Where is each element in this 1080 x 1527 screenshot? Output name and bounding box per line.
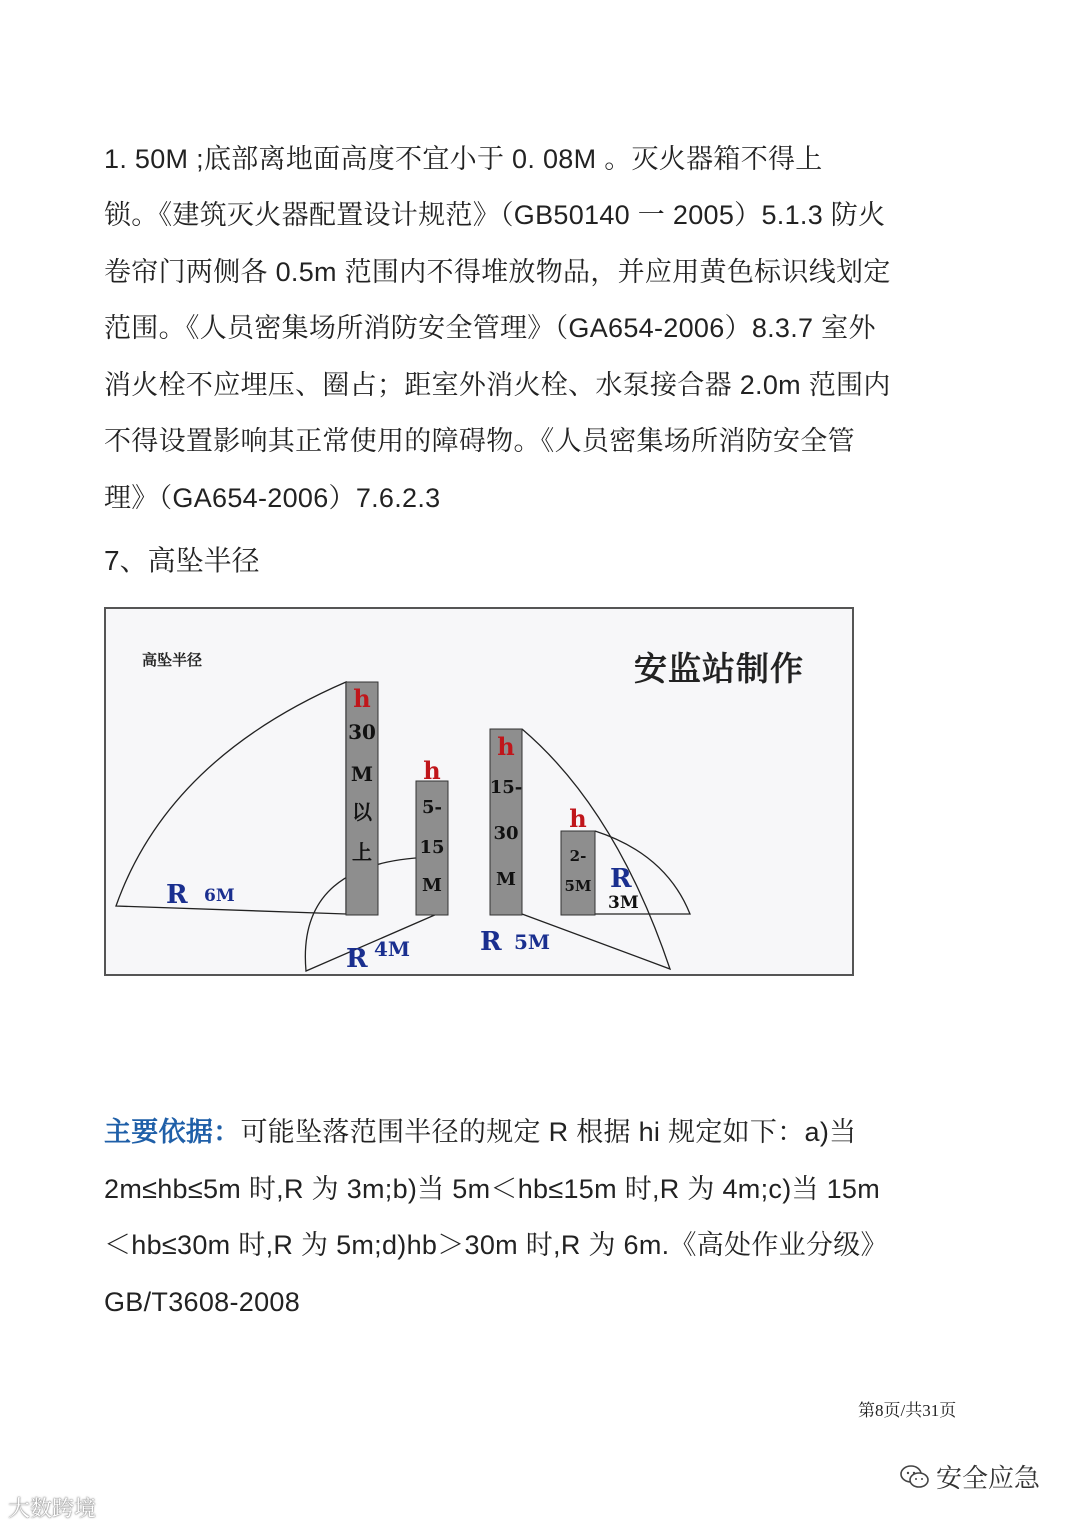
height-text: M: [350, 762, 374, 786]
basis-line-3: ＜hb≤30m 时,R 为 5m;d)hb＞30m 时,R 为 6m.《高处作业分级》: [104, 1230, 888, 1260]
h-label: h: [497, 732, 515, 761]
basis-text-1: 可能坠落范围半径的规定 R 根据 hi 规定如下：a)当: [240, 1117, 857, 1147]
section-heading: 7、高坠半径: [104, 545, 260, 576]
height-text: 15-: [489, 777, 523, 798]
radius-arc-6m: [116, 682, 346, 914]
body-line-6: 不得设置影响其正常使用的障碍物。《人员密集场所消防安全管: [104, 426, 855, 456]
basis-line-1: [104, 1115, 954, 1149]
r-label: R: [166, 880, 188, 910]
r-label: R: [480, 927, 502, 957]
r-value: 4M: [374, 937, 411, 961]
height-text: 2-: [569, 847, 587, 865]
page-number: 第8页/共31页: [858, 1401, 957, 1420]
height-text: 30: [348, 720, 376, 744]
height-text: 以: [352, 800, 372, 824]
r-value: 5M: [514, 930, 551, 954]
basis-line-4: GB/T3608-2008: [104, 1287, 301, 1317]
height-text: 5M: [564, 877, 592, 895]
body-line-2: 锁。《建筑灭火器配置设计规范》（GB50140 一 2005）5.1.3 防火: [104, 200, 886, 230]
fall-radius-figure: [104, 607, 854, 976]
body-line-3: 卷帘门两侧各 0.5m 范围内不得堆放物品，并应用黄色标识线划定: [104, 257, 891, 287]
body-line-1: 1. 50M ;底部离地面高度不宜小于 0. 08M 。灭火器箱不得上: [104, 144, 823, 174]
r-value: 3M: [608, 893, 639, 913]
h-label: h: [353, 684, 371, 713]
height-text: 上: [352, 840, 372, 864]
height-text: M: [496, 869, 516, 890]
basis-line-2: 2m≤hb≤5m 时,R 为 3m;b)当 5m＜hb≤15m 时,R 为 4m;c)当 15m: [104, 1174, 881, 1204]
bar-30m: [346, 682, 378, 915]
height-text: 5-: [422, 797, 442, 818]
wechat-icon: [900, 1464, 930, 1490]
watermark-right-text: 安全应急: [936, 1463, 1041, 1493]
figure-title: 高坠半径: [142, 651, 203, 669]
r-value: 6M: [204, 886, 235, 906]
body-line-5: 消火栓不应埋压、圈占；距室外消火栓、水泵接合器 2.0m 范围内: [104, 370, 891, 400]
watermark-left: 大数跨境: [8, 1496, 97, 1521]
height-text: 30: [493, 823, 519, 844]
body-line-7: 理》（GA654-2006）7.6.2.3: [104, 483, 441, 513]
basis-label: 主要依据：: [104, 1117, 241, 1147]
height-text: 15: [419, 837, 445, 858]
watermark-right: [900, 1458, 1040, 1495]
figure-brand: 安监站制作: [634, 649, 804, 688]
r-label: R: [610, 864, 632, 894]
height-text: M: [422, 875, 442, 896]
bar-2-5m: [561, 831, 595, 915]
h-label: h: [423, 756, 441, 785]
h-label: h: [569, 804, 587, 833]
r-label: R: [346, 944, 368, 974]
body-line-4: 范围。《人员密集场所消防安全管理》（GA654-2006）8.3.7 室外: [104, 313, 876, 343]
